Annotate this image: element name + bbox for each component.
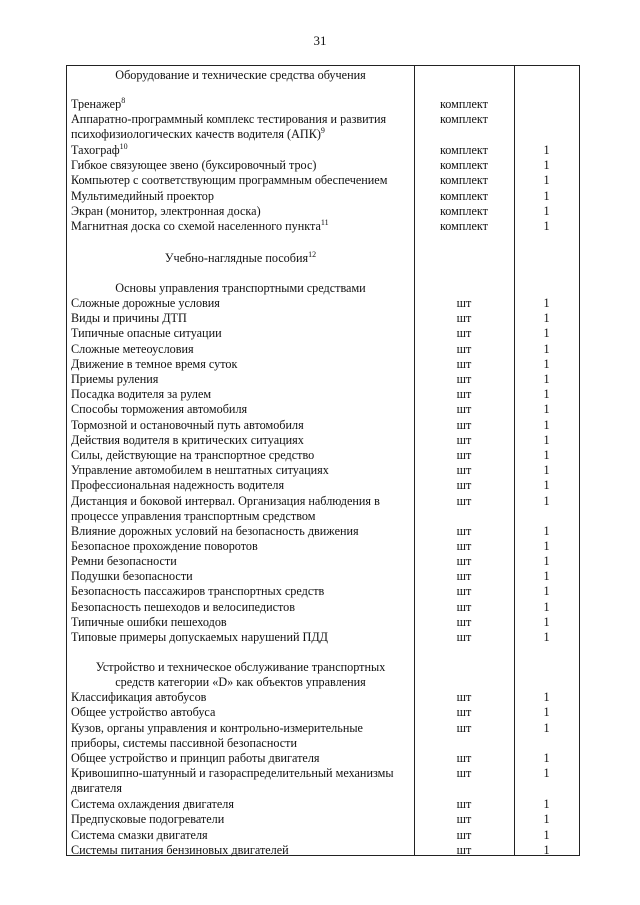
table-row — [67, 219, 581, 234]
row-quantity: 1 — [543, 143, 550, 157]
table-row — [67, 204, 581, 219]
row-name — [71, 143, 411, 158]
table-row — [67, 690, 581, 705]
section-heading-equipment: Оборудование и технические средства обучения — [115, 68, 366, 82]
table-row — [67, 387, 581, 402]
row-quantity: 1 — [543, 720, 550, 735]
table-row — [67, 797, 581, 812]
row-quantity: 1 — [543, 751, 550, 766]
row-quantity: 1 — [543, 341, 550, 356]
row-unit: шт — [456, 523, 472, 538]
row-name — [71, 326, 411, 341]
row-name — [71, 843, 411, 858]
row-unit: шт — [456, 796, 472, 811]
row-unit: шт — [456, 630, 472, 644]
row-unit: шт — [456, 372, 472, 386]
footnote-ref: 11 — [320, 217, 329, 227]
table-row — [67, 326, 581, 341]
row-name — [71, 828, 411, 843]
row-unit: шт — [456, 356, 472, 371]
row-unit: шт — [456, 690, 472, 704]
row-unit: комплект — [440, 143, 488, 157]
row-name-text: Профессиональная надежность водителя — [71, 478, 285, 493]
table-row — [67, 296, 581, 311]
row-quantity: 1 — [543, 766, 550, 781]
table-row — [67, 615, 581, 630]
row-name-text: Система смазки двигателя — [71, 827, 208, 842]
row-unit: шт — [456, 448, 472, 462]
row-name — [71, 630, 411, 645]
row-unit: шт — [456, 720, 472, 735]
table-row — [67, 173, 581, 188]
row-quantity: 1 — [543, 523, 550, 538]
table-row — [67, 448, 581, 463]
footnote-ref: 8 — [121, 95, 126, 105]
row-name — [71, 690, 411, 705]
row-name — [71, 797, 411, 812]
row-name — [71, 372, 411, 387]
row-name — [71, 387, 411, 402]
row-quantity: 1 — [543, 387, 550, 402]
row-quantity: 1 — [543, 478, 550, 493]
row-name-text: Тахограф — [71, 143, 120, 157]
row-quantity: 1 — [543, 690, 550, 704]
row-name — [71, 494, 411, 524]
visual-aids-title: Учебно-наглядные пособия — [164, 251, 309, 265]
row-name — [71, 112, 411, 142]
row-name — [71, 812, 411, 827]
table-row — [67, 766, 581, 796]
row-quantity: 1 — [543, 402, 550, 417]
row-quantity: 1 — [543, 189, 550, 203]
row-name-text: Система охлаждения двигателя — [71, 796, 234, 811]
row-name — [71, 524, 411, 539]
row-quantity: 1 — [543, 812, 550, 827]
footnote-ref: 12 — [308, 249, 317, 259]
row-quantity: 1 — [543, 584, 550, 599]
row-name-text: Типовые примеры допускаемых нарушений ПДД — [71, 630, 328, 644]
row-unit: комплект — [440, 204, 488, 218]
row-name-text: Типичные опасные ситуации — [71, 326, 222, 341]
row-quantity: 1 — [543, 569, 550, 584]
row-quantity: 1 — [543, 173, 550, 187]
row-quantity: 1 — [543, 311, 550, 326]
row-quantity: 1 — [543, 219, 550, 233]
table-row — [67, 751, 581, 766]
row-quantity: 1 — [543, 326, 550, 341]
row-name-text: Предпусковые подогреватели — [71, 812, 225, 827]
table-row — [67, 402, 581, 417]
row-quantity: 1 — [543, 204, 550, 218]
table-row — [67, 705, 581, 720]
row-name — [71, 357, 411, 372]
row-name — [71, 204, 411, 219]
row-quantity: 1 — [543, 554, 550, 568]
row-unit: шт — [456, 417, 472, 432]
row-name-text: Магнитная доска со схемой населенного пункта — [71, 219, 321, 233]
table-row — [67, 584, 581, 599]
row-name-text: Силы, действующие на транспортное средство — [71, 448, 315, 462]
row-name-text: Сложные дорожные условия — [71, 296, 220, 310]
row-unit: шт — [456, 614, 472, 629]
row-quantity: 1 — [543, 356, 550, 371]
row-quantity: 1 — [543, 827, 550, 842]
row-unit: шт — [456, 493, 472, 508]
row-quantity: 1 — [543, 842, 550, 857]
row-name-text: Приемы руления — [71, 372, 159, 386]
row-name — [71, 311, 411, 326]
row-name-text: Способы торможения автомобиля — [71, 402, 248, 417]
table-row — [67, 189, 581, 204]
row-name-text: Общее устройство и принцип работы двигателя — [71, 751, 320, 766]
row-name — [71, 296, 411, 311]
row-name-text: Дистанция и боковой интервал. Организация наблюдения в процессе управления транспортным средством — [71, 493, 380, 523]
row-unit: шт — [456, 599, 472, 614]
row-name-text: Подушки безопасности — [71, 569, 193, 584]
table-row — [67, 357, 581, 372]
table-row — [67, 478, 581, 493]
table-row — [67, 828, 581, 843]
table-row — [67, 812, 581, 827]
row-unit: шт — [456, 812, 472, 827]
row-name — [71, 539, 411, 554]
row-unit: шт — [456, 827, 472, 842]
row-unit: шт — [456, 842, 472, 857]
table-row — [67, 494, 581, 524]
row-name-text: Гибкое связующее звено (буксировочный трос) — [71, 158, 317, 172]
row-name — [71, 402, 411, 417]
row-name-text: Безопасность пешеходов и велосипедистов — [71, 599, 296, 614]
row-name — [71, 463, 411, 478]
row-name — [71, 569, 411, 584]
row-quantity: 1 — [543, 158, 550, 172]
section-heading-visual-aids — [67, 251, 414, 266]
row-unit: комплект — [440, 97, 488, 111]
row-unit: шт — [456, 538, 472, 553]
row-unit: шт — [456, 584, 472, 599]
row-unit: шт — [456, 478, 472, 493]
row-quantity: 1 — [543, 614, 550, 629]
row-name — [71, 97, 411, 112]
row-name-text: Экран (монитор, электронная доска) — [71, 204, 261, 218]
table-row — [67, 554, 581, 569]
row-quantity: 1 — [543, 432, 550, 447]
row-name — [71, 478, 411, 493]
row-name-text: Общее устройство автобуса — [71, 705, 216, 720]
row-name — [71, 158, 411, 173]
row-name-text: Действия водителя в критических ситуациях — [71, 432, 304, 447]
table-row — [67, 843, 581, 858]
row-name-text: Тормозной и остановочный путь автомобиля — [71, 417, 304, 432]
row-name-text: Ремни безопасности — [71, 554, 177, 568]
equipment-table — [66, 65, 580, 856]
row-quantity: 1 — [543, 372, 550, 386]
row-name-text: Компьютер с соответствующим программным обеспечением — [71, 173, 388, 187]
row-name-text: Типичные ошибки пешеходов — [71, 614, 227, 629]
table-row — [67, 158, 581, 173]
table-row — [67, 311, 581, 326]
row-name — [71, 705, 411, 720]
row-unit: комплект — [440, 173, 488, 187]
row-unit: шт — [456, 311, 472, 326]
row-unit: шт — [456, 432, 472, 447]
row-name-text: Системы питания бензиновых двигателей — [71, 842, 289, 857]
table-row — [67, 372, 581, 387]
row-name — [71, 219, 411, 234]
row-unit: комплект — [440, 219, 488, 233]
row-name-text: Кривошипно-шатунный и газораспределительный механизмы двигателя — [71, 766, 394, 796]
section-heading-device-line2: средств категории «D» как объектов управления — [115, 675, 366, 689]
row-name — [71, 554, 411, 569]
row-unit: комплект — [440, 158, 488, 172]
row-unit: шт — [456, 387, 472, 402]
page-number: 31 — [313, 33, 327, 48]
table-row — [67, 463, 581, 478]
row-quantity: 1 — [543, 493, 550, 508]
row-unit: шт — [456, 326, 472, 341]
row-quantity: 1 — [543, 417, 550, 432]
row-name — [71, 721, 411, 751]
table-row — [67, 569, 581, 584]
row-name — [71, 173, 411, 188]
row-unit: шт — [456, 751, 472, 766]
row-name — [71, 600, 411, 615]
row-name — [71, 448, 411, 463]
row-unit: шт — [456, 705, 472, 720]
footnote-ref: 9 — [320, 125, 325, 135]
row-name — [71, 751, 411, 766]
row-name-text: Влияние дорожных условий на безопасность движения — [71, 523, 359, 538]
table-row — [67, 433, 581, 448]
row-unit: шт — [456, 402, 472, 417]
table-row — [67, 143, 581, 158]
row-name — [71, 584, 411, 599]
row-quantity: 1 — [543, 463, 550, 478]
row-name-text: Сложные метеоусловия — [71, 341, 194, 356]
row-name — [71, 189, 411, 204]
row-quantity: 1 — [543, 448, 550, 462]
row-name-text: Кузов, органы управления и контрольно-измерительные приборы, системы пассивной безопасности — [71, 720, 363, 750]
row-unit: шт — [456, 554, 472, 568]
table-row — [67, 539, 581, 554]
row-name — [71, 433, 411, 448]
table-row — [67, 721, 581, 751]
row-name — [71, 766, 411, 796]
row-unit: шт — [456, 569, 472, 584]
row-quantity: 1 — [543, 538, 550, 553]
row-unit: шт — [456, 463, 472, 478]
row-name-text: Движение в темное время суток — [71, 356, 238, 371]
table-row — [67, 524, 581, 539]
row-name-text: Классификация автобусов — [71, 690, 207, 704]
row-quantity: 1 — [543, 599, 550, 614]
row-unit: шт — [456, 341, 472, 356]
row-name-text: Аппаратно-программный комплекс тестирования и развития психофизиологических качеств водителя (АПК) — [71, 112, 387, 141]
table-row — [67, 342, 581, 357]
row-name-text: Посадка водителя за рулем — [71, 387, 212, 402]
row-name-text: Управление автомобилем в нештатных ситуациях — [71, 463, 329, 478]
table-row — [67, 630, 581, 645]
table-row — [67, 418, 581, 433]
row-name-text: Виды и причины ДТП — [71, 311, 187, 326]
row-unit: комплект — [440, 112, 488, 126]
row-quantity: 1 — [543, 705, 550, 720]
table-row — [67, 600, 581, 615]
row-unit: шт — [456, 766, 472, 781]
row-name — [71, 615, 411, 630]
row-quantity: 1 — [543, 630, 550, 644]
row-name-text: Безопасное прохождение поворотов — [71, 538, 258, 553]
row-name-text: Тренажер — [71, 97, 122, 111]
row-unit: шт — [456, 296, 472, 310]
table-row — [67, 112, 581, 142]
row-quantity: 1 — [543, 796, 550, 811]
section-heading-device-line1: Устройство и техническое обслуживание транспортных — [95, 660, 386, 674]
row-unit: комплект — [440, 189, 488, 203]
row-name — [71, 342, 411, 357]
row-name-text: Мультимедийный проектор — [71, 189, 214, 203]
row-name-text: Безопасность пассажиров транспортных средств — [71, 584, 325, 599]
table-row — [67, 97, 581, 112]
row-quantity: 1 — [543, 296, 550, 310]
footnote-ref: 10 — [119, 141, 128, 151]
section-heading-control: Основы управления транспортными средствами — [115, 281, 366, 295]
row-name — [71, 418, 411, 433]
